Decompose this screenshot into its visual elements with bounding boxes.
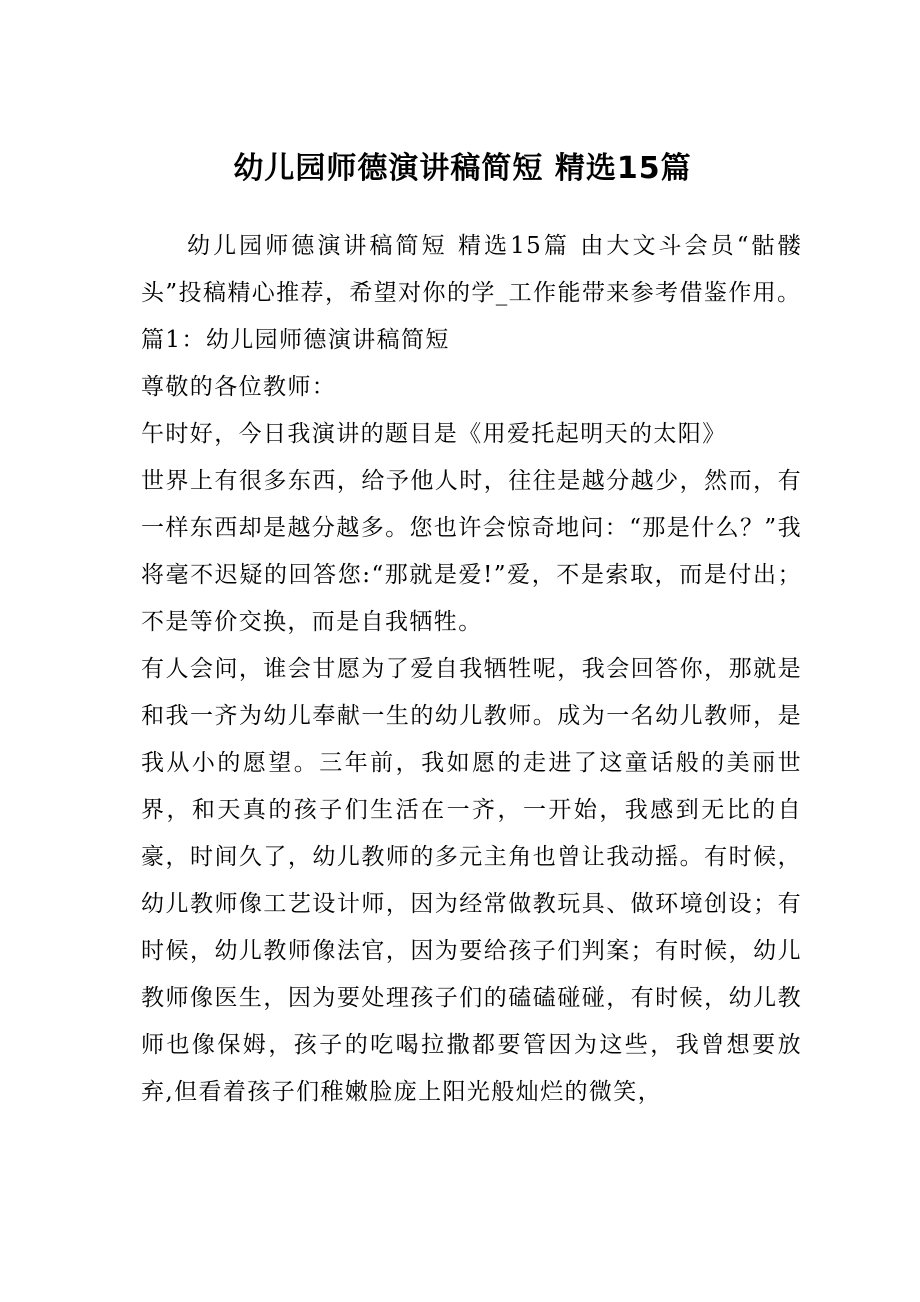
section-heading: 篇1：幼儿园师德演讲稿简短 — [141, 327, 450, 353]
body-paragraph-1: 世界上有很多东西，给予他人时，往往是越分越少，然而，有一样东西却是越分越多。您也许会惊奇地问：“那是什么？”我将毫不迟疑的回答您:“那就是爱!”爱，不是索取，而是付出；不是等价交换，而是自我牺牲。 — [141, 468, 802, 635]
salutation: 尊敬的各位教师： — [141, 374, 337, 400]
intro-paragraph: 幼儿园师德演讲稿简短 精选15篇 由大文斗会员“骷髅头”投稿精心推荐，希望对你的学_工作能带来参考借鉴作用。 — [141, 233, 802, 306]
body-paragraph-2: 有人会问，谁会甘愿为了爱自我牺牲呢，我会回答你，那就是和我一齐为幼儿奉献一生的幼儿教师。成为一名幼儿教师，是我从小的愿望。三年前，我如愿的走进了这童话般的美丽世界，和天真的孩子们生活在一齐，一开始，我感到无比的自豪，时间久了，幼儿教师的多元主角也曾让我动摇。有时候，幼儿教师像工艺设计师，因为经常做教玩具、做环境创设；有时候，幼儿教师像法官，因为要给孩子们判案；有时候，幼儿教师像医生，因为要处理孩子们的磕磕碰碰，有时候，幼儿教师也像保姆，孩子的吃喝拉撒都要管因为这些，我曾想要放弃,但看着孩子们稚嫩脸庞上阳光般灿烂的微笑， — [141, 656, 802, 1105]
document-title: 幼儿园师德演讲稿简短 精选15篇 — [233, 151, 692, 186]
document-body — [141, 223, 802, 1116]
greeting-line: 午时好，今日我演讲的题目是《用爱托起明天的太阳》 — [141, 421, 727, 447]
